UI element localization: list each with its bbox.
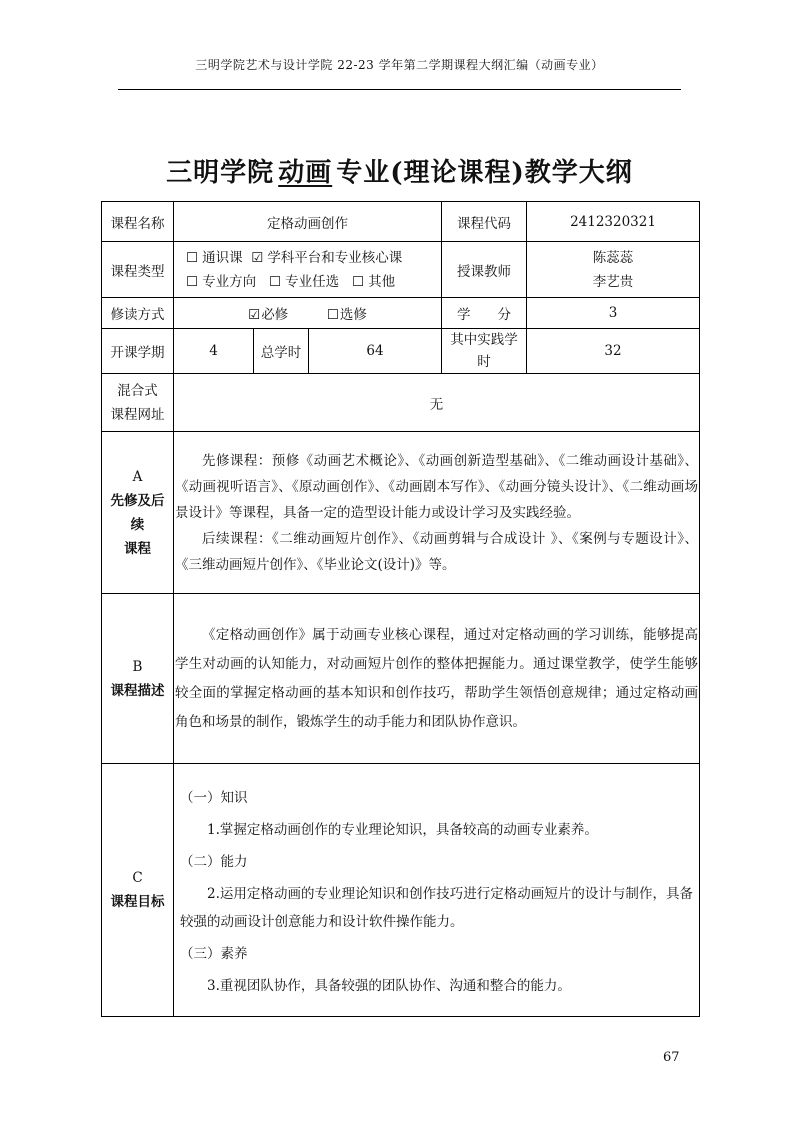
study-mode-label: 修读方式	[102, 298, 174, 329]
page-number: 67	[663, 1050, 680, 1065]
running-header: 三明学院艺术与设计学院 22-23 学年第二学期课程大纲汇编（动画专业）	[195, 58, 604, 72]
prerequisite-courses: 先修课程：预修《动画艺术概论》、《动画创新造型基础》、《二维动画设计基础》、《动画视听语言》、《原动画创作》、《动画剧本写作》、《动画分镜头设计》、《二维动画场景设计》等课程，具备一定的造型设计能力或设计学习及实践经验。	[175, 452, 699, 521]
goal-quality-text: 3.重视团队协作，具备较强的团队协作、沟通和整合的能力。	[207, 978, 571, 994]
course-url-value: 无	[174, 374, 700, 432]
checkbox-required[interactable]: ☑必修	[248, 307, 289, 323]
practice-hours-label: 其中实践学时	[442, 329, 527, 374]
unchecked-box-icon: ☐	[351, 273, 365, 290]
table-row	[102, 764, 700, 1017]
goal-knowledge-heading: （一）知识	[180, 790, 248, 806]
title-major: 动画	[278, 158, 333, 188]
course-description: 《定格动画创作》属于动画专业核心课程，通过对定格动画的学习训练，能够提高学生对动画的认知能力，对动画短片创作的整体把握能力。通过课堂教学，使学生能够较全面的掌握定格动画的基本知识和创作技巧，帮助学生领悟创意规律；通过定格动画角色和场景的制作，锻炼学生的动手能力和团队协作意识。	[175, 626, 699, 730]
checked-box-icon: ☑	[251, 249, 264, 266]
checked-box-icon: ☑	[248, 307, 261, 323]
section-a-content	[174, 432, 700, 594]
goal-ability-heading: （二）能力	[180, 854, 248, 870]
course-code-label: 课程代码	[442, 202, 527, 242]
table-row	[102, 298, 700, 329]
syllabus-table	[101, 201, 700, 1017]
hours-value: 64	[309, 329, 442, 374]
table-row	[102, 202, 700, 242]
goal-knowledge-text: 1.掌握定格动画创作的专业理论知识，具备较高的动画专业素养。	[207, 822, 598, 838]
section-a-label: A 先修及后 续 课程	[102, 432, 174, 594]
credit-value: 3	[527, 298, 700, 329]
checkbox-elective[interactable]: ☐ 专业任选	[269, 274, 339, 290]
course-code-value: 2412320321	[527, 202, 700, 242]
credit-label: 学 分	[442, 298, 527, 329]
table-row	[102, 374, 700, 432]
goal-ability-text: 2.运用定格动画的专业理论知识和创作技巧进行定格动画短片的设计与制作，具备较强的动画设计创意能力和设计软件操作能力。	[180, 886, 694, 930]
course-type-label: 课程类型	[102, 242, 174, 298]
course-url-label: 混合式 课程网址	[102, 374, 174, 432]
table-row	[102, 329, 700, 374]
section-c-label: C 课程目标	[102, 764, 174, 1017]
course-name-value: 定格动画创作	[174, 202, 442, 242]
checkbox-other[interactable]: ☐ 其他	[352, 274, 395, 290]
section-b-label: B 课程描述	[102, 594, 174, 764]
course-name-label: 课程名称	[102, 202, 174, 242]
unchecked-box-icon: ☐	[186, 249, 199, 266]
checkbox-optional[interactable]: ☐选修	[326, 307, 367, 323]
title-prefix: 三明学院	[166, 158, 275, 188]
unchecked-box-icon: ☐	[326, 307, 339, 323]
teacher-name: 李艺贵	[592, 273, 634, 290]
document-title	[0, 152, 799, 189]
checkbox-core[interactable]: ☑ 学科平台和专业核心课	[251, 250, 402, 266]
section-b-content	[174, 594, 700, 764]
table-row	[102, 432, 700, 594]
checkbox-direction[interactable]: ☐ 专业方向	[186, 274, 256, 290]
checkbox-general[interactable]: ☐ 通识课	[186, 250, 243, 266]
teacher-label: 授课教师	[442, 242, 527, 298]
practice-hours-value: 32	[527, 329, 700, 374]
title-suffix: 专业(理论课程)教学大纲	[336, 158, 633, 188]
hours-label: 总学时	[254, 329, 309, 374]
teacher-name: 陈蕊蕊	[592, 249, 634, 266]
table-row	[102, 594, 700, 764]
goal-quality-heading: （三）素养	[180, 946, 248, 962]
section-c-content	[174, 764, 700, 1017]
followup-courses: 后续课程：《二维动画短片创作》、《动画剪辑与合成设计 》、《案例与专题设计》、《三维动画短片创作》、《毕业论文(设计)》等。	[175, 530, 699, 573]
semester-value: 4	[174, 329, 254, 374]
semester-label: 开课学期	[102, 329, 174, 374]
header-rule	[118, 89, 681, 90]
study-mode-options	[174, 298, 442, 329]
table-row	[102, 242, 700, 298]
teacher-value	[527, 242, 700, 298]
unchecked-box-icon: ☐	[268, 273, 282, 290]
course-type-options	[174, 242, 442, 298]
unchecked-box-icon: ☐	[186, 273, 199, 290]
